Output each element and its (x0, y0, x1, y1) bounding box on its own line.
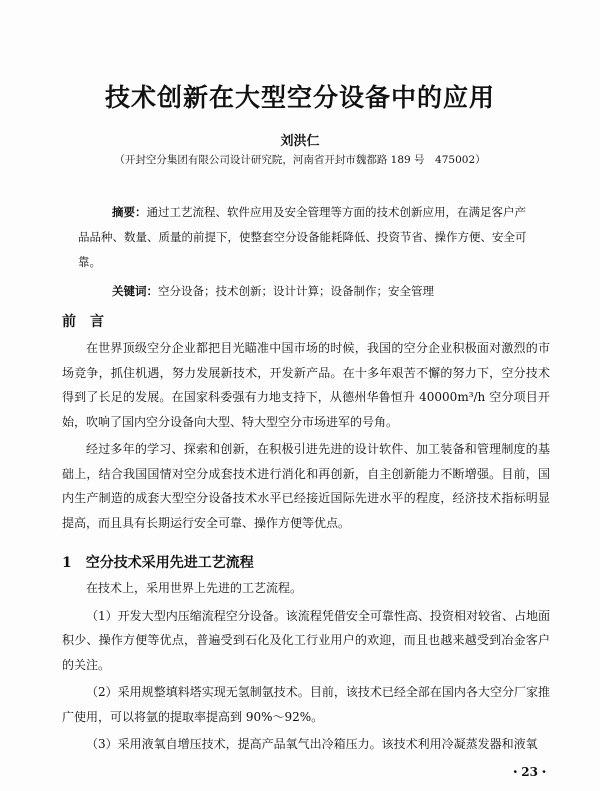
abstract-block (78, 200, 533, 304)
keywords (78, 279, 533, 304)
preface-heading: 前 言 (62, 314, 104, 330)
keywords-label: 关键词： (112, 284, 158, 298)
preface-paragraph: 经过多年的学习、探索和创新，在积极引进先进的设计软件、加工装备和管理制度的基础上，结合我国国情对空分成套技术进行消化和再创新，自主创新能力不断增强。目前，国内生产制造的成套大型空分设备技术水平已经接近国际先进水平的程度，经济技术指标明显提高，而且具有长期运行安全可靠、操作方便等优点。 (62, 442, 550, 530)
abstract-label: 摘要： (112, 205, 147, 219)
page-number: ・23・ (509, 765, 550, 779)
section-1-paragraph: （2）采用规整填料塔实现无氢制氩技术。目前，该技术已经全部在国内各大空分厂家推广使用，可以将氩的提取率提高到 90%～92%。 (62, 685, 550, 724)
abstract-text: 通过工艺流程、软件应用及安全管理等方面的技术创新应用，在满足客户产品品种、数量、质量的前提下，使整套空分设备能耗降低、投资节省、操作方便、安全可靠。 (78, 205, 527, 269)
affiliation: （开封空分集团有限公司设计研究院，河南省开封市魏都路 189 号 475002） (114, 154, 486, 166)
section-1-heading: 1 空分技术采用先进工艺流程 (62, 555, 254, 571)
author: 刘洪仁 (280, 134, 320, 149)
section-1-paragraph: 在技术上，采用世界上先进的工艺流程。 (86, 581, 303, 595)
section-1-paragraph: （3）采用液氧自增压技术，提高产品氧气出冷箱压力。该技术利用冷凝蒸发器和液氧 (86, 737, 538, 751)
preface-paragraph: 在世界顶级空分企业都把目光瞄准中国市场的时候，我国的空分企业积极面对激烈的市场竞争，抓住机遇，努力发展新技术，开发新产品。在十多年艰苦不懈的努力下，空分技术得到了长足的发展。在国家科委强有力地支持下，从德州华鲁恒升 40000m³/h 空分项目开始，吹响了国内空分设备向大型、特大型空分市场进军的号角。 (62, 341, 550, 429)
keywords-text: 空分设备；技术创新；设计计算；设备制作；安全管理 (158, 284, 434, 298)
section-1-body (62, 576, 550, 760)
abstract (78, 200, 533, 275)
paper-title: 技术创新在大型空分设备中的应用 (104, 83, 495, 112)
section-1-paragraph: （1）开发大型内压缩流程空分设备。该流程凭借安全可靠性高、投资相对较省、占地面积少、操作方便等优点，普遍受到石化及化工行业用户的欢迎，而且也越来越受到冶金客户的关注。 (62, 608, 550, 672)
preface-body (62, 336, 550, 538)
